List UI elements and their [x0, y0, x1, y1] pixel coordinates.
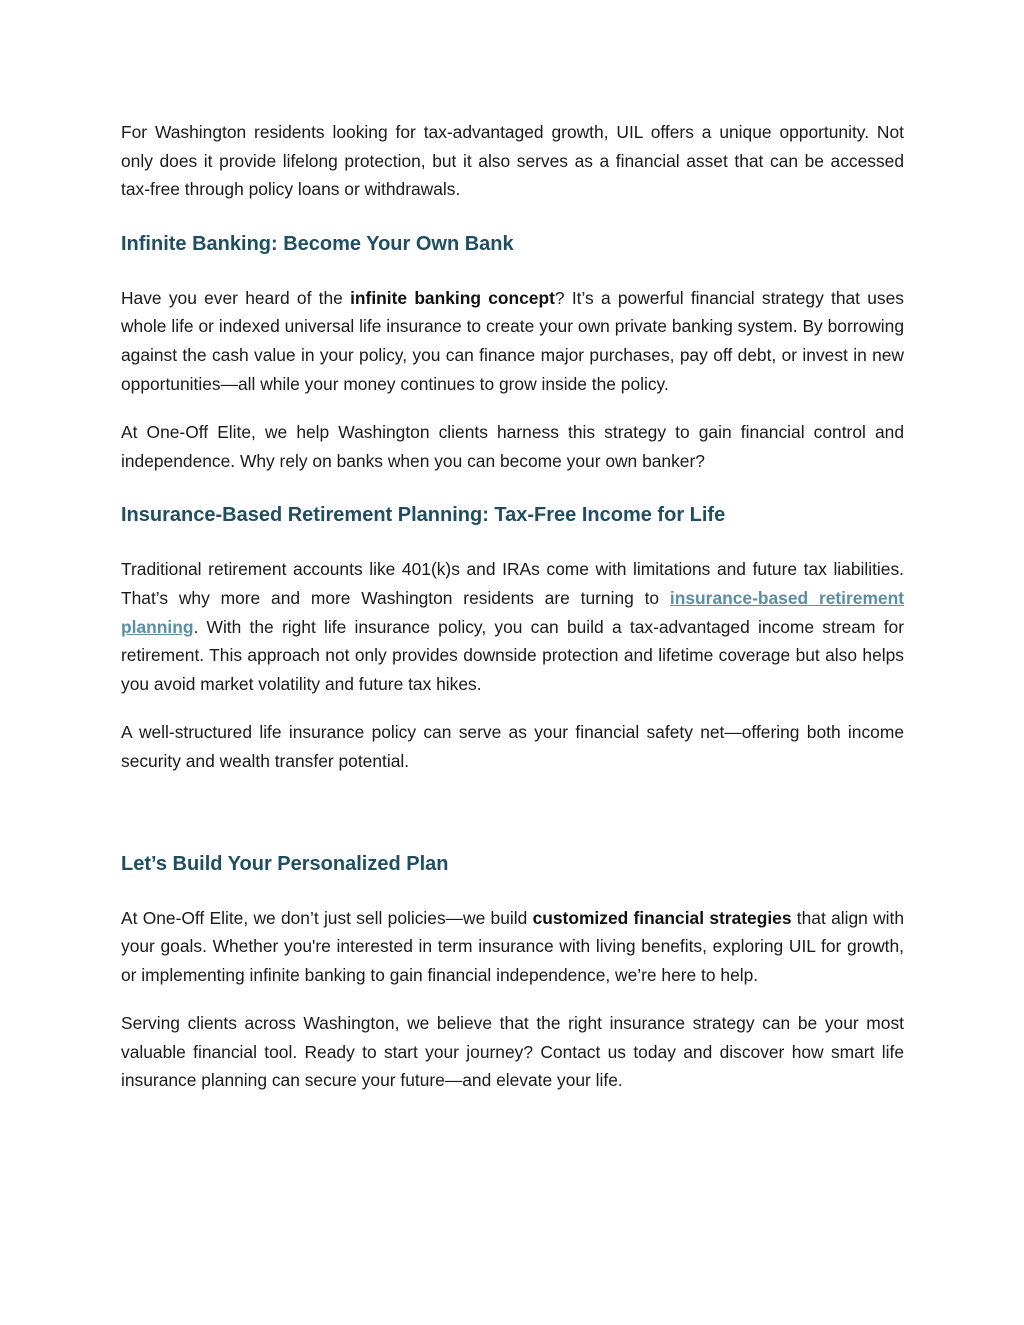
- infinite-banking-paragraph: [121, 284, 904, 398]
- personalized-plan-paragraph: [121, 904, 904, 990]
- one-off-elite-banking-paragraph: At One-Off Elite, we help Washington clients harness this strategy to gain financial control and independence. Why rely on banks when you can become your own banker?: [121, 422, 904, 471]
- infinite-banking-concept-bold: infinite banking concept: [350, 287, 555, 308]
- closing-paragraph: Serving clients across Washington, we believe that the right insurance strategy can be your most valuable financial tool. Ready to start your journey? Contact us today and discover how smart life insurance planning can secure your future—and elevate your life.: [121, 1013, 904, 1091]
- customized-strategies-bold: customized financial strategies: [532, 907, 792, 928]
- infinite-banking-text-start: Have you ever heard of the: [121, 287, 351, 308]
- insurance-based-retirement-planning-link[interactable]: insurance-based retirement planning: [121, 587, 904, 637]
- retirement-text-end: . With the right life insurance policy, you can build a tax-advantaged income stream for retirement. This approach not only provides downside protection and lifetime coverage but also helps you avoid market volatility and future tax hikes.: [121, 616, 904, 694]
- retirement-planning-heading: Insurance-Based Retirement Planning: Tax-Free Income for Life: [121, 504, 726, 527]
- plan-text-start: At One-Off Elite, we don’t just sell policies—we build: [121, 907, 533, 928]
- plan-text-end: that align with your goals. Whether you're interested in term insurance with living benefits, exploring UIL for growth, or implementing infinite banking to gain financial independence, we’re here to help.: [121, 907, 905, 985]
- personalized-plan-heading: Let’s Build Your Personalized Plan: [121, 852, 449, 875]
- retirement-text-start: Traditional retirement accounts like 401(k)s and IRAs come with limitations and future tax liabilities. That’s why more and more Washington residents are turning to: [121, 559, 904, 608]
- document-body: [121, 118, 904, 1095]
- retirement-paragraph: [121, 555, 904, 698]
- infinite-banking-text-end: ? It’s a powerful financial strategy that uses whole life or indexed universal life insurance to create your own private banking system. By borrowing against the cash value in your policy, you can finance major purchases, pay off debt, or invest in new opportunities—all while your money continues to grow inside the policy.: [121, 287, 904, 394]
- infinite-banking-heading: Infinite Banking: Become Your Own Bank: [121, 232, 514, 255]
- intro-paragraph: For Washington residents looking for tax-advantaged growth, UIL offers a unique opportunity. Not only does it provide lifelong protection, but it also serves as a financial asset that can be accessed tax-free through policy loans or withdrawals.: [121, 122, 904, 200]
- safety-net-paragraph: A well-structured life insurance policy can serve as your financial safety net—offering both income security and wealth transfer potential.: [121, 722, 904, 771]
